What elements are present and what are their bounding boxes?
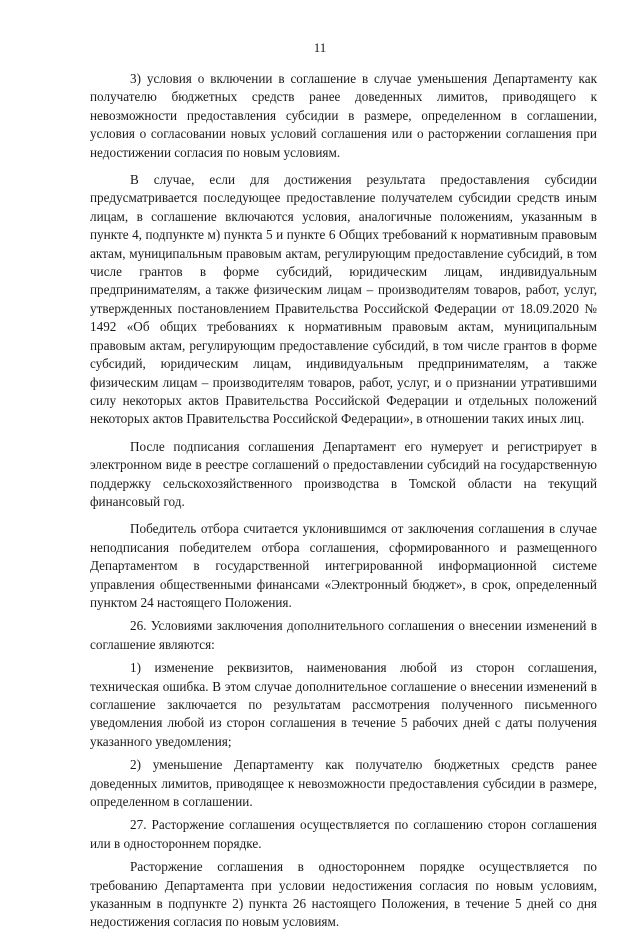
paragraph-registration: После подписания соглашения Департамент его нумерует и регистрирует в электронном виде в реестре соглашений о предоставлении субсидий на государственную поддержку сельскохозяйственного производства в Томской области на текущий финансовый год. — [90, 438, 597, 509]
paragraph-evasion: Победитель отбора считается уклонившимся от заключения соглашения в случае неподписания победителем отбора соглашения, сформированного и размещенного Департаментом в государственной интегрированной информационной системе управления общественными финансами «Электронный бюджет», в срок, определенный пунктом 24 настоящего Положения. — [90, 521, 597, 610]
document-body — [90, 70, 597, 937]
paragraph-third-party-funds: В случае, если для достижения результата предоставления субсидии предусматривается последующее предоставление получателем субсидии средств иным лицам, в соглашение включаются условия, аналогичные положениям, указанным в пункте 4, подпункте м) пункта 5 и пункте 6 Общих требований к нормативным правовым актам, муниципальным правовым актам, регулирующим предоставление субсидий, в том числе грантов в форме субсидий, юридическим лицам, индивидуальным предпринимателям, а также физическим лицам – производителям товаров, работ, услуг, утвержденных постановлением Правительства Российской Федерации от 18.09.2020 № 1492 «Об общих требованиях к нормативным правовым актам, муниципальным правовым актам, регулирующим предоставление субсидий, в том числе грантов в форме субсидий, юридическим лицам, индивидуальным предпринимателям, а также физическим лицам – производителям товаров, работ, услуг, и о признании утратившими силу некоторых актов Правительства Российской Федерации и отдельных положений некоторых актов Правительства Российской Федерации», в отношении таких иных лиц. — [90, 172, 597, 427]
paragraph-clause-27: 27. Расторжение соглашения осуществляется по соглашению сторон соглашения или в одностороннем порядке. — [90, 817, 597, 851]
paragraph-clause-26-item-1: 1) изменение реквизитов, наименования любой из сторон соглашения, техническая ошибка. В этом случае дополнительное соглашение о внесении изменений в соглашение заключается по результатам рассмотрения полученного письменного уведомления любой из сторон соглашения в течение 5 рабочих дней с даты получения указанного уведомления; — [90, 660, 597, 749]
paragraph-unilateral-termination: Расторжение соглашения в одностороннем порядке осуществляется по требованию Департамента при условии недостижения согласия по новым условиям, указанным в подпункте 2) пункта 26 настоящего Положения, в течение 5 дней со дня недостижения согласия по новым условиям. — [90, 859, 597, 930]
paragraph-subclause-3: 3) условия о включении в соглашение в случае уменьшения Департаменту как получателю бюджетных средств ранее доведенных лимитов, приводящего к невозможности предоставления субсидии в размере, определенном в соглашении, условия о согласовании новых условий соглашения или о расторжении соглашения при недостижении согласия по новым условиям. — [90, 71, 597, 160]
page-number: 11 — [313, 40, 327, 55]
paragraph-clause-26: 26. Условиями заключения дополнительного соглашения о внесении изменений в соглашение являются: — [90, 618, 597, 652]
paragraph-clause-26-item-2: 2) уменьшение Департаменту как получателю бюджетных средств ранее доведенных лимитов, приводящее к невозможности предоставления субсидии в размере, определенном в соглашении. — [90, 757, 597, 810]
